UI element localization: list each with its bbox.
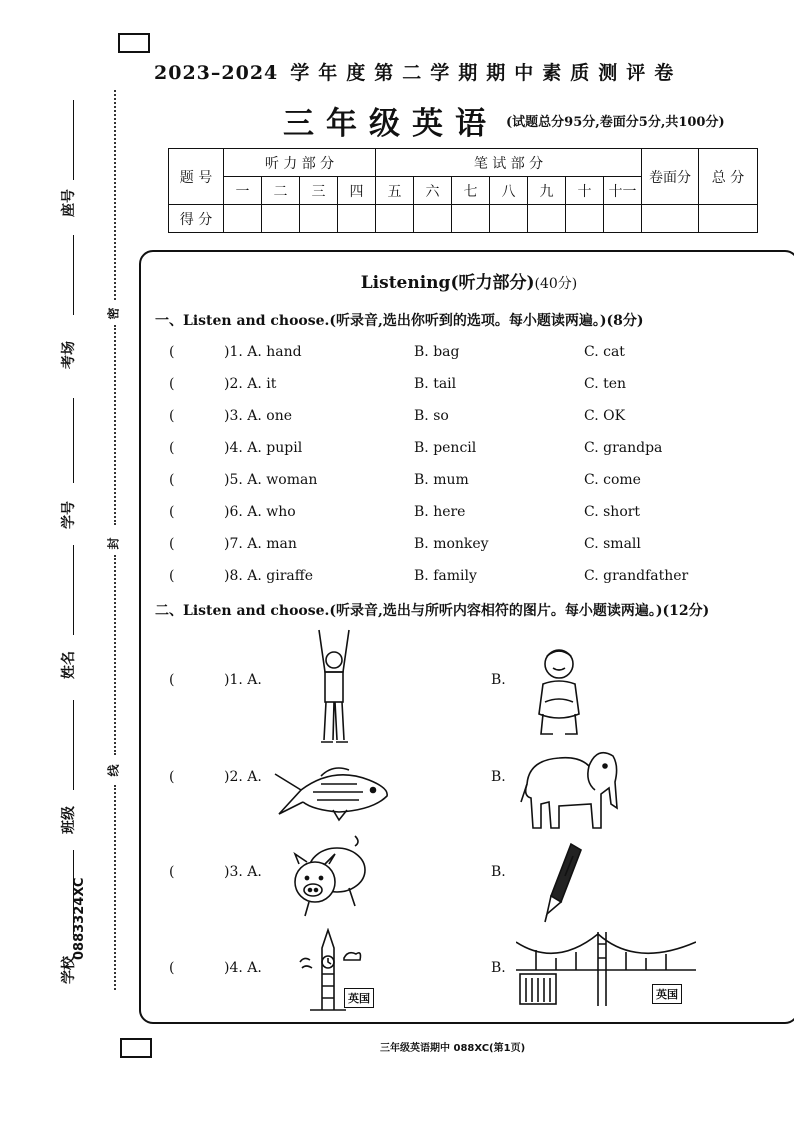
option-c: C. short bbox=[584, 504, 641, 520]
option-b: B. family bbox=[414, 568, 477, 584]
pig-icon[interactable] bbox=[289, 834, 371, 920]
score-cell[interactable] bbox=[300, 205, 338, 233]
option-c: C. come bbox=[584, 472, 641, 488]
school-label: 学校 bbox=[61, 956, 77, 984]
score-cell[interactable] bbox=[642, 205, 699, 233]
pen-icon[interactable] bbox=[543, 842, 583, 926]
option-a: )6. A. who bbox=[224, 504, 296, 520]
question-row bbox=[169, 568, 789, 588]
elephant-icon[interactable] bbox=[519, 742, 623, 834]
score-cell[interactable] bbox=[224, 205, 262, 233]
option-b-label: B. bbox=[491, 864, 506, 880]
page-footer: 三年级英语期中 088XC(第1页) bbox=[380, 1043, 526, 1054]
score-cell[interactable] bbox=[528, 205, 566, 233]
option-b: B. monkey bbox=[414, 536, 489, 552]
score-cell[interactable] bbox=[376, 205, 414, 233]
seal-word-feng: 封 bbox=[106, 537, 121, 550]
q-num: 十一 bbox=[604, 177, 642, 205]
seal-dotted-line bbox=[114, 90, 116, 300]
class-label: 班级 bbox=[61, 806, 77, 834]
option-a: )2. A. it bbox=[224, 376, 277, 392]
exam-room-label: 考场 bbox=[61, 341, 77, 369]
picture-question-row bbox=[169, 769, 789, 789]
q-num: 一 bbox=[224, 177, 262, 205]
part2-heading: 二、Listen and choose.(听录音,选出与所听内容相符的图片。每小题读两遍。)(12分) bbox=[155, 603, 710, 619]
name-label: 姓名 bbox=[61, 651, 77, 679]
option-c: C. grandfather bbox=[584, 568, 689, 584]
picture-question-row bbox=[169, 960, 789, 980]
option-b: B. so bbox=[414, 408, 449, 424]
uk-label: 英国 bbox=[652, 984, 682, 1004]
question-row bbox=[169, 536, 789, 556]
seal-word-xian: 线 bbox=[106, 764, 121, 777]
listening-title-cn: (听力部分) bbox=[450, 273, 535, 293]
score-cell[interactable] bbox=[452, 205, 490, 233]
score-cell[interactable] bbox=[490, 205, 528, 233]
option-b: B. tail bbox=[414, 376, 457, 392]
option-a: )5. A. woman bbox=[224, 472, 318, 488]
question-row bbox=[169, 376, 789, 396]
seat-number-label: 座号 bbox=[61, 189, 77, 217]
name-line bbox=[73, 545, 74, 635]
option-b-label: B. bbox=[491, 769, 506, 785]
corner-mark-top bbox=[118, 33, 150, 53]
seal-word-mi: 密 bbox=[106, 307, 121, 320]
total-header: 总 分 bbox=[699, 149, 758, 205]
q-num: 八 bbox=[490, 177, 528, 205]
answer-paren[interactable]: ( bbox=[169, 472, 175, 488]
neatness-header: 卷面分 bbox=[642, 149, 699, 205]
option-b: B. pencil bbox=[414, 440, 477, 456]
exam-title bbox=[154, 58, 682, 85]
option-b: B. mum bbox=[414, 472, 469, 488]
answer-paren[interactable]: ( bbox=[169, 440, 175, 456]
option-a: )7. A. man bbox=[224, 536, 297, 552]
fish-icon[interactable] bbox=[273, 762, 391, 822]
question-number-header: 题 号 bbox=[169, 149, 224, 205]
option-a-label: )4. A. bbox=[224, 960, 262, 976]
class-line bbox=[73, 700, 74, 790]
picture-question-row bbox=[169, 672, 789, 692]
question-row bbox=[169, 440, 789, 460]
option-a-label: )2. A. bbox=[224, 769, 262, 785]
score-cell[interactable] bbox=[262, 205, 300, 233]
q-num: 五 bbox=[376, 177, 414, 205]
q-num: 二 bbox=[262, 177, 300, 205]
q-num: 十 bbox=[566, 177, 604, 205]
school-year: 2023–2024 bbox=[154, 62, 279, 84]
option-b: B. here bbox=[414, 504, 466, 520]
option-c: C. grandpa bbox=[584, 440, 663, 456]
listening-header: 听 力 部 分 bbox=[224, 149, 376, 177]
answer-paren[interactable]: ( bbox=[169, 864, 175, 880]
student-id-label: 学号 bbox=[61, 501, 77, 529]
q-num: 九 bbox=[528, 177, 566, 205]
score-table bbox=[168, 148, 758, 233]
option-a: )1. A. hand bbox=[224, 344, 302, 360]
answer-paren[interactable]: ( bbox=[169, 769, 175, 785]
student-id-line bbox=[73, 398, 74, 483]
score-cell[interactable] bbox=[699, 205, 758, 233]
option-a: )4. A. pupil bbox=[224, 440, 303, 456]
answer-paren[interactable]: ( bbox=[169, 672, 175, 688]
answer-paren[interactable]: ( bbox=[169, 568, 175, 584]
part1-heading: 一、Listen and choose.(听录音,选出你听到的选项。每小题读两遍。)(8分) bbox=[155, 313, 644, 329]
option-c: C. OK bbox=[584, 408, 626, 424]
seat-number-line bbox=[73, 100, 74, 180]
option-c: C. small bbox=[584, 536, 641, 552]
q-num: 七 bbox=[452, 177, 490, 205]
question-row bbox=[169, 344, 789, 364]
answer-paren[interactable]: ( bbox=[169, 408, 175, 424]
option-a-label: )1. A. bbox=[224, 672, 262, 688]
option-a-label: )3. A. bbox=[224, 864, 262, 880]
option-a: )8. A. giraffe bbox=[224, 568, 313, 584]
question-row bbox=[169, 472, 789, 492]
question-row bbox=[169, 408, 789, 428]
paper-code: 0883324XC bbox=[72, 877, 87, 960]
exam-room-line bbox=[73, 235, 74, 315]
q-num: 三 bbox=[300, 177, 338, 205]
score-cell[interactable] bbox=[338, 205, 376, 233]
answer-paren[interactable]: ( bbox=[169, 536, 175, 552]
seal-dotted-line bbox=[114, 555, 116, 755]
tall-boy-arms-up-icon[interactable] bbox=[309, 628, 359, 748]
short-boy-sitting-icon[interactable] bbox=[531, 644, 587, 739]
listening-section bbox=[139, 250, 794, 1024]
answer-paren[interactable]: ( bbox=[169, 960, 175, 976]
option-b-label: B. bbox=[491, 672, 506, 688]
answer-paren[interactable]: ( bbox=[169, 504, 175, 520]
listening-title-en: Listening bbox=[360, 273, 451, 293]
seal-dotted-line bbox=[114, 325, 116, 525]
option-b: B. bag bbox=[414, 344, 460, 360]
q-num: 六 bbox=[414, 177, 452, 205]
q-num: 四 bbox=[338, 177, 376, 205]
subject-title: 三年级英语 bbox=[283, 106, 498, 142]
score-row-label: 得 分 bbox=[169, 205, 224, 233]
picture-question-row bbox=[169, 864, 789, 884]
score-note: (试题总分95分,卷面分5分,共100分) bbox=[506, 115, 725, 130]
option-c: C. cat bbox=[584, 344, 625, 360]
question-row bbox=[169, 504, 789, 524]
listening-points: (40分) bbox=[534, 276, 578, 292]
option-c: C. ten bbox=[584, 376, 627, 392]
uk-label: 英国 bbox=[344, 988, 374, 1008]
seal-dotted-line bbox=[114, 785, 116, 990]
exam-title-text: 学年度第二学期期中素质测评卷 bbox=[290, 62, 683, 84]
answer-paren[interactable]: ( bbox=[169, 376, 175, 392]
written-header: 笔 试 部 分 bbox=[376, 149, 642, 177]
listening-title bbox=[141, 268, 794, 293]
score-cell[interactable] bbox=[414, 205, 452, 233]
option-a: )3. A. one bbox=[224, 408, 293, 424]
option-b-label: B. bbox=[491, 960, 506, 976]
answer-paren[interactable]: ( bbox=[169, 344, 175, 360]
score-cell[interactable] bbox=[566, 205, 604, 233]
corner-mark-bottom bbox=[120, 1038, 152, 1058]
score-cell[interactable] bbox=[604, 205, 642, 233]
